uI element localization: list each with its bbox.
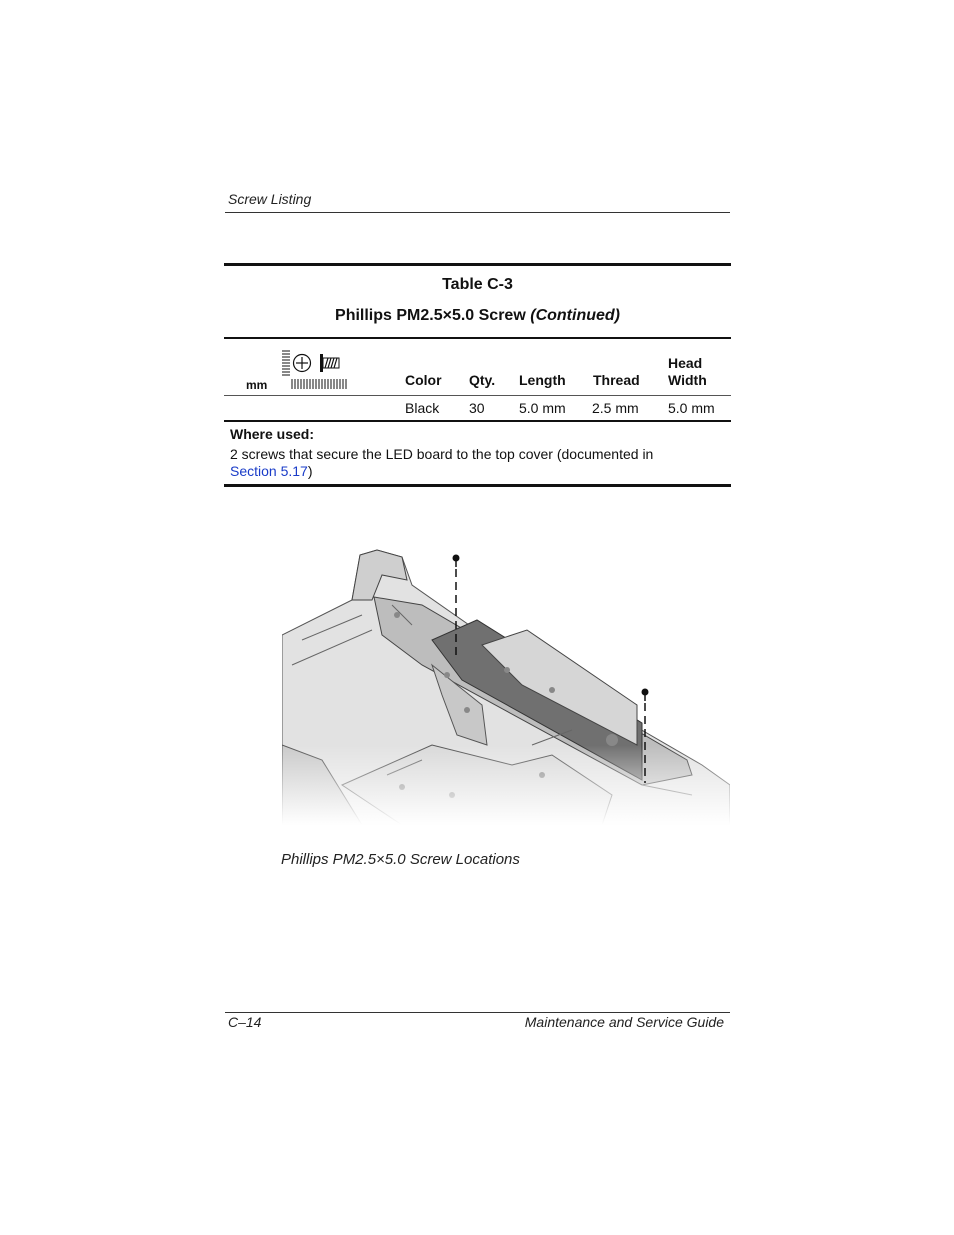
guide-title: Maintenance and Service Guide xyxy=(524,1014,724,1030)
col-qty: Qty. xyxy=(469,372,496,388)
page-number: C–14 xyxy=(228,1014,262,1030)
cell-head-width: 5.0 mm xyxy=(668,400,715,416)
footer-rule xyxy=(225,1012,730,1013)
where-used-title: Where used: xyxy=(230,426,315,442)
table-bottom-rule xyxy=(224,484,731,487)
cell-color: Black xyxy=(405,400,440,416)
cell-thread: 2.5 mm xyxy=(592,400,639,416)
col-color: Color xyxy=(405,372,442,388)
col-width: Width xyxy=(668,372,707,388)
screw-table xyxy=(224,263,731,487)
table-row xyxy=(224,396,731,420)
screw-scale-icon xyxy=(244,347,372,391)
where-used-close: ) xyxy=(307,463,313,479)
where-used-description: 2 screws that secure the LED board to the top cover (documented in xyxy=(230,446,654,462)
table-header-row xyxy=(224,339,731,395)
table-title xyxy=(224,307,731,327)
figure-caption: Phillips PM2.5×5.0 Screw Locations xyxy=(281,851,520,868)
screw-location-illustration xyxy=(282,545,730,825)
table-title-text: Phillips PM2.5×5.0 Screw xyxy=(335,307,526,324)
scale-unit-label: mm xyxy=(246,378,268,391)
col-length: Length xyxy=(519,372,566,388)
cell-length: 5.0 mm xyxy=(519,400,566,416)
col-head: Head xyxy=(668,355,703,371)
table-title-continued: (Continued) xyxy=(530,307,620,324)
col-thread: Thread xyxy=(593,372,640,388)
where-used-block xyxy=(224,422,731,484)
table-top-rule xyxy=(224,263,731,266)
running-header: Screw Listing xyxy=(228,191,312,207)
cell-qty: 30 xyxy=(469,400,485,416)
where-used-text xyxy=(230,446,725,480)
section-link[interactable]: Section 5.17 xyxy=(230,463,308,479)
table-number: Table C-3 xyxy=(442,276,513,293)
header-rule xyxy=(225,212,730,213)
